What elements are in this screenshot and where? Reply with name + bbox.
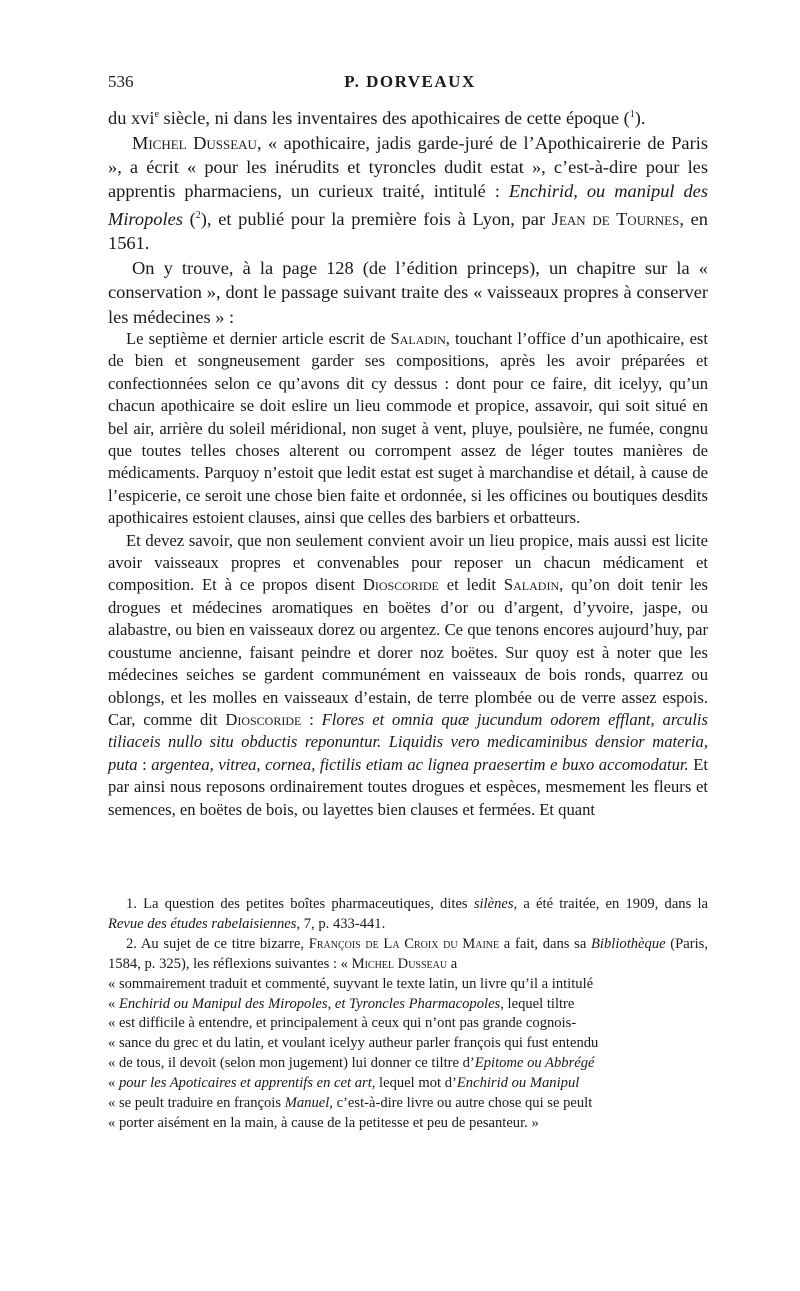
footnote-2: 2. Au sujet de ce titre bizarre, François de La Croix du Maine a fait, dans sa Bibliothèque (Paris, 1584, p. 325), les réflexions suivantes : « Michel Dusseau a « sommairement traduit et commenté, suyvant le texte latin, un livre qu’il a intitulé « Enchirid ou Manipul des Miropoles, et Tyroncles Pharmacopoles, lequel tiltre « est difficile à entendre, et principalement à ceux qui n’ont pas grande cognois- « sance du grec et du latin, et voulant icelуy autheur parler françois qui fust entendu « de tous, il devoit (selon mon jugement) lui donner ce tiltre d’Epitome ou Abbrégé « pour les Apoticaires et apprentifs en cet art, lequel mot d’Enchirid ou Manipul « se peult traduire en françois Manuel, c’est-à-dire livre ou autre chose qui se peult « porter aisément en la main, à cause de la petitesse et peu de pesanteur. » <box>108 935 708 1131</box>
footnote-ref-1: 1 <box>629 109 635 120</box>
printer-name: Jean de Tournes <box>551 208 680 229</box>
quote-paragraph-2: Et devez savoir, que non seulement convient avoir un lieu propice, mais aussi est licite avoir vaisseaux propres et convenables pour reposer un chacun médicament et composition. Et à ce propos disent Dioscoride et ledit Saladin, qu’on doit tenir les drogues et médecines aromatiques en boëtes d’or ou d’argent, d’yvoire, jaspe, ou alabastre, ou bien en vaisseaux dorez ou argentez. Ce que tenons encores aujourd’huy, par coustume ancienne, faisant peindre et dorer noz boëtes. Sur quoy est à noter que les médecines seiches se gardent communément en vaisseaux de bois ronds, quarrez ou oblongs, et les molles en vaisseaux d’estain, de terre plombée ou de verre assez espois. Car, comme dit Dioscoride : Flores et omnia quæ jucundum odorem efflant, arculis tiliaceis nullo situ obductis reponuntur. Liquidis vero medicaminibus densior materia, puta : argentea, vitrea, cornea, fictilis etiam ac lignea praesertim e buxo accomodatur. Et par ainsi nous reposons ordinairement toutes drogues et espèces, mesmement les fleurs et semences, en boëtes de bois, ou layettes bien clauses et fermées. Et quant <box>108 530 709 819</box>
quoted-passage <box>108 328 708 821</box>
latin-citation-2: argentea, vitrea, cornea, fictilis etiam ac lignea praesertim e buxo accomodatur. <box>151 754 689 774</box>
page-header <box>108 72 712 96</box>
footnote-1: 1. La question des petites boîtes pharmaceutiques, dites silènes, a été traitée, en 1909, dans la Revue des études rabelaisiennes, 7, p. 433-441. <box>108 896 709 932</box>
author-name: Michel Dusseau <box>132 132 257 153</box>
quote-paragraph-1: Le septième et dernier article escrit de Saladin, touchant l’office d’un apothicaire, est de bien et songneusement garder ses compositions, après les avoir préparées et confectionnées selon ce qu’avons dit cy dessus : dont pour ce faire, dit icelуy, qu’un chacun apothicaire se doit eslire un lieu commode et propice, assavoir, qui soit situé en bel air, arrière du soleil méridional, non suget à vent, pluye, poulsière, ne fumée, congnu que toutes telles choses alterent ou corrompent assez de léger toutes manières de médicaments. Parquoy n’estoit que ledit estat est suget à marchandise et détail, à cause de l’espicerie, ce seroit une chose bien faite et ordonnée, si les officines ou boutiques desdits apothicaires estoient clauses, ainsi que celles des barbiers et orbatteurs. <box>108 329 708 528</box>
paragraph-2: Michel Dusseau, « apothicaire, jadis garde-juré de l’Apothicairerie de Paris », a écrit « pour les inérudits et tyroncles dudit estat », c’est-à-dire pour les apprentis pharmaciens, un curieux traité, intitulé : Enchirid, ou manipul des Miropoles ($^2$), et publié pour la première fois à Lyon, par Jean de Tournes, en 1561. <box>108 132 709 254</box>
running-head: P. DORVEAUX <box>344 72 476 91</box>
footnote-ref-2: 2 <box>195 209 201 221</box>
main-text <box>108 103 708 329</box>
paragraph-1: du xvi$^e$ siècle, ni dans les inventaires des apothicaires de cette époque ($^1$). <box>108 108 646 129</box>
paragraph-3: On y trouve, à la page 128 (de l’édition princeps), un chapitre sur la « conservation », dont le passage suivant traite des « vaisseaux propres à conserver les médecines » : <box>108 257 708 327</box>
latin-citation-1: Flores et omnia quæ jucundum odorem efflant, arculis tiliaceis nullo situ obductis reponuntur. Liquidis vero medicaminibus densior materia, puta <box>108 709 708 774</box>
footnotes <box>108 895 708 1134</box>
page-number: 536 <box>108 72 134 91</box>
book-title: Enchirid, ou manipul des Miropoles <box>108 181 709 229</box>
